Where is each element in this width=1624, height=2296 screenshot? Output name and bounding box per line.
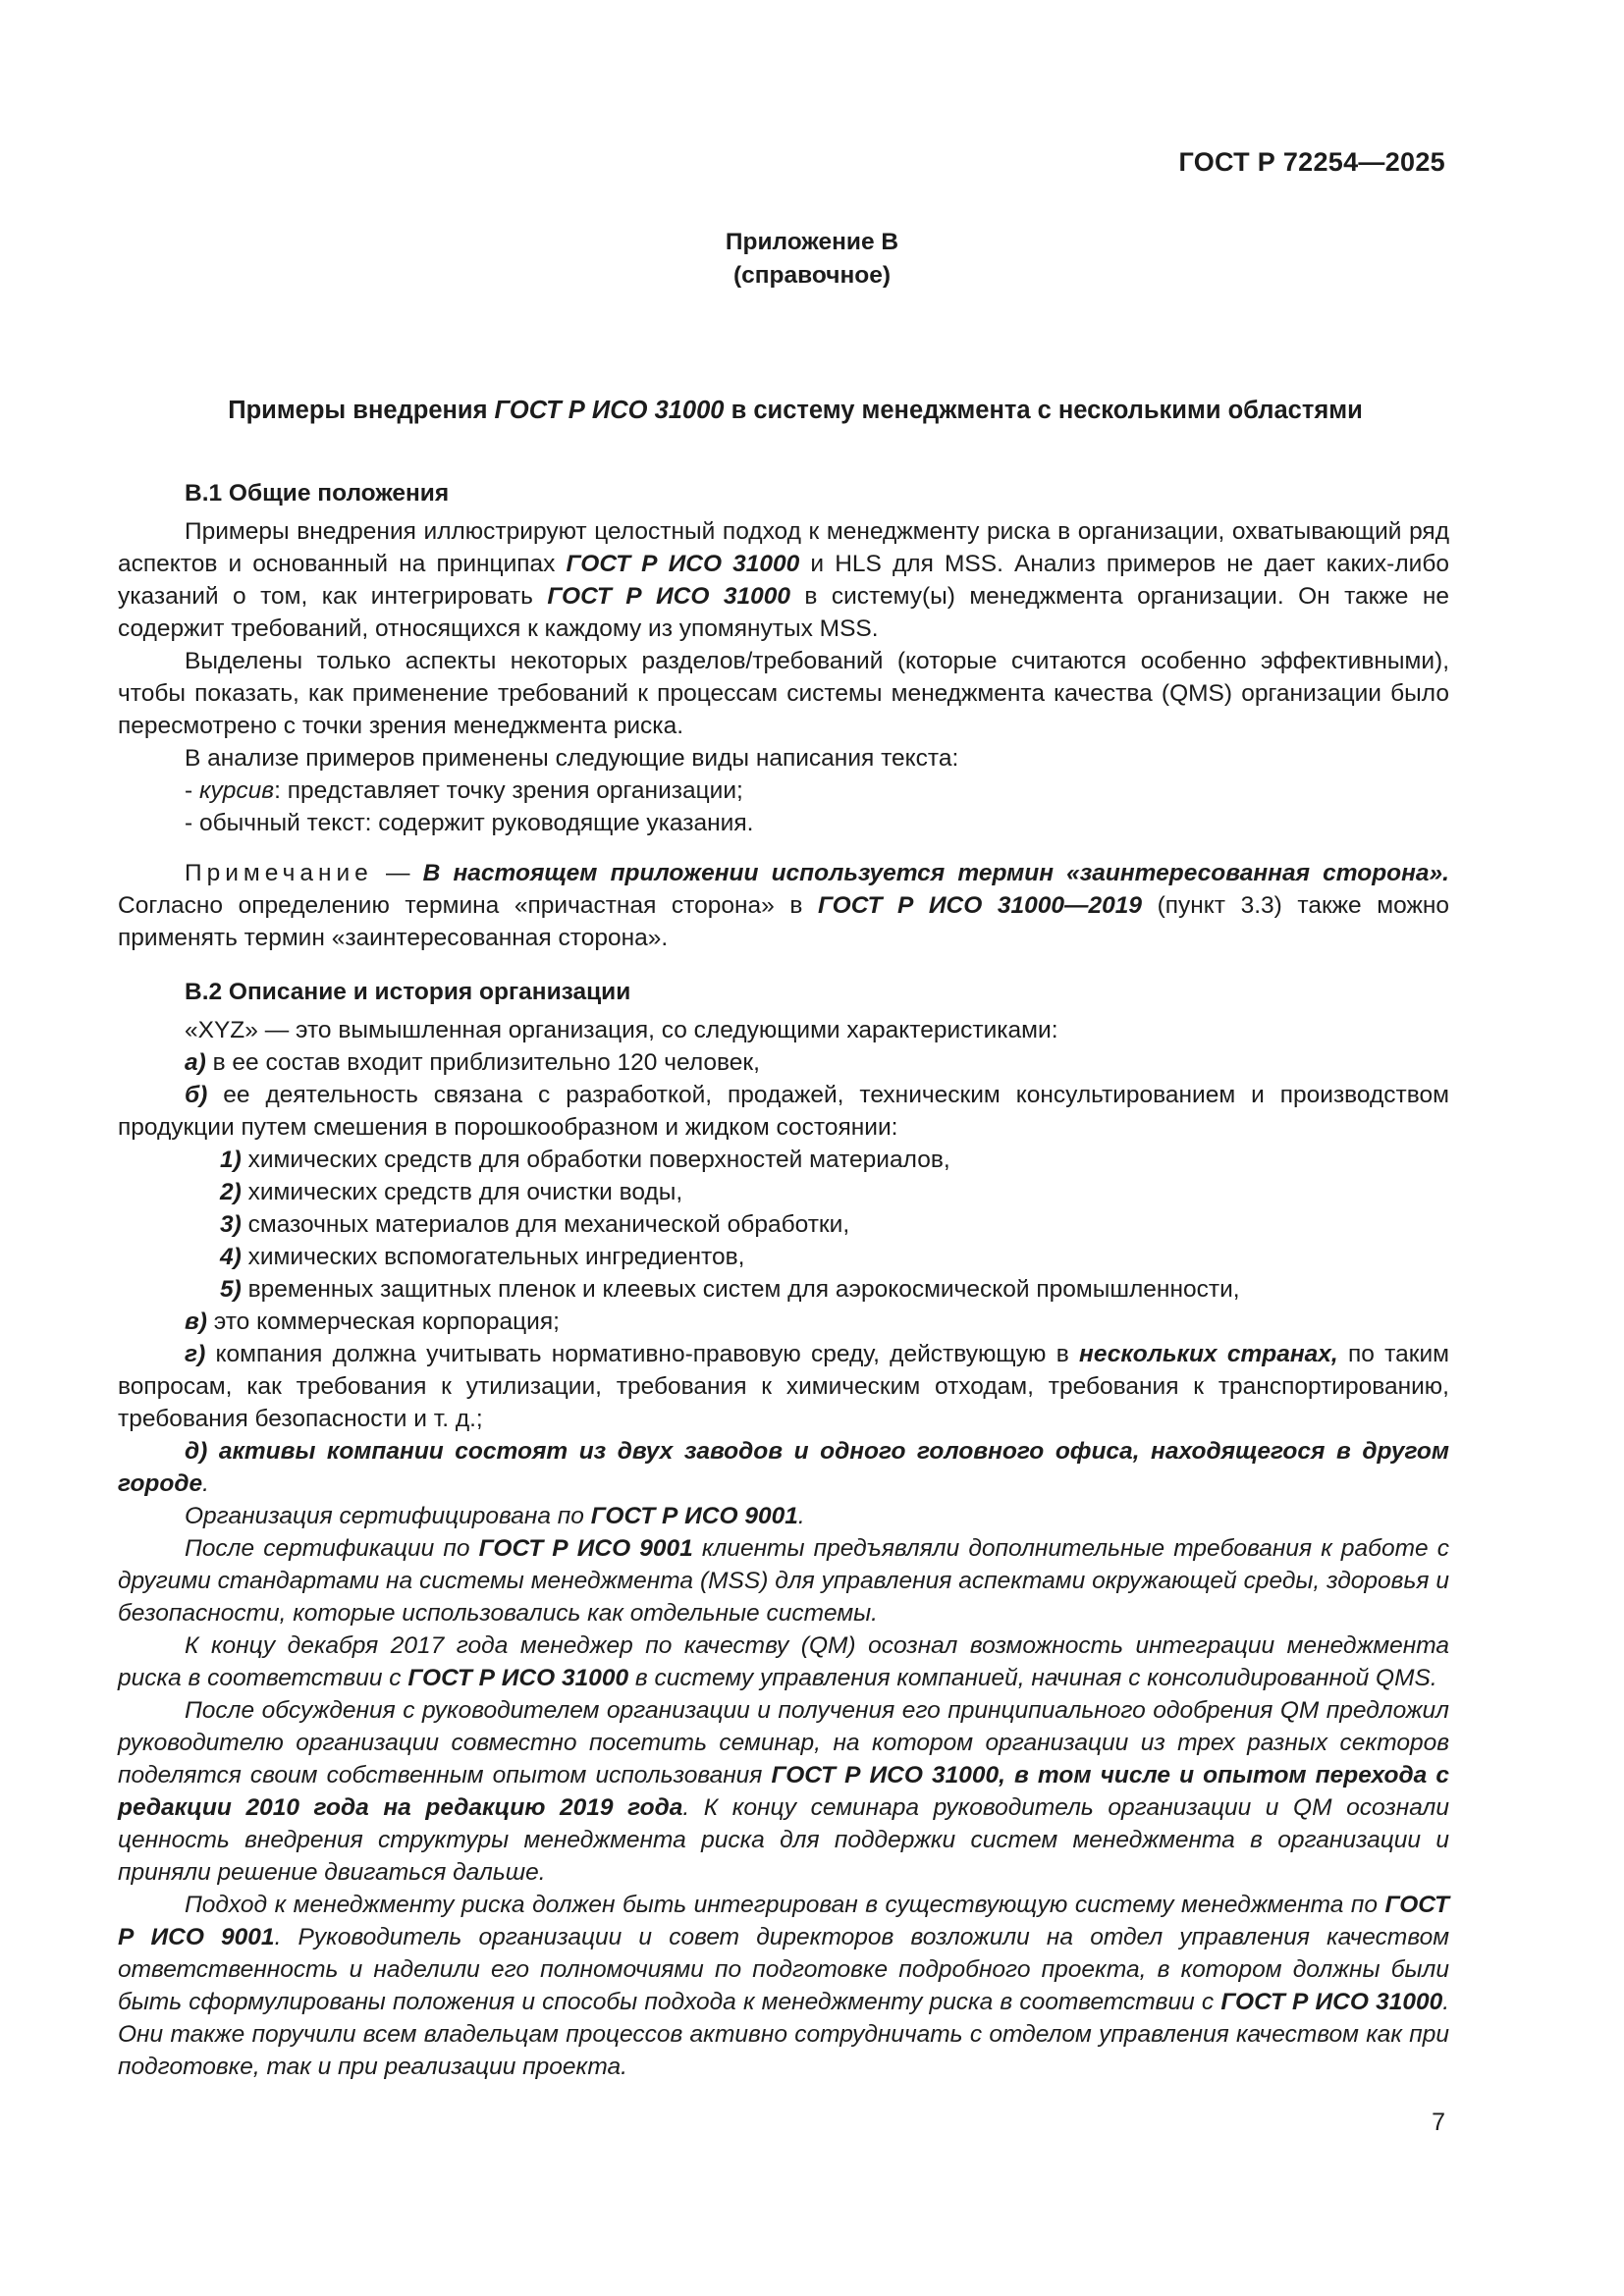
- document-id: ГОСТ Р 72254—2025: [1178, 147, 1445, 177]
- list-item: д) активы компании состоят из двух заводов и одного головного офиса, находящегося в другом городе.: [118, 1438, 1449, 1497]
- note: Примечание — В настоящем приложении используется термин «заинтересованная сторона». Согласно определению термина «причастная сторона» в ГОСТ Р ИСО 31000—2019 (пункт 3.3) также можно применять термин «заинтересованная сторона».: [118, 860, 1449, 951]
- paragraph: Организация сертифицирована по ГОСТ Р ИСО 9001.: [185, 1503, 805, 1529]
- paragraph: Выделены только аспекты некоторых разделов/требований (которые считаются особенно эффективными), чтобы показать, как применение требований к процессам системы менеджмента качества (QMS) организации было пересмотрено с точки зрения менеджмента риска.: [118, 648, 1449, 739]
- appendix-heading: [0, 226, 1624, 293]
- sublist-item: 5) временных защитных пленок и клеевых систем для аэрокосмической промышленности,: [220, 1276, 1240, 1303]
- list-item: - курсив: представляет точку зрения организации;: [185, 777, 743, 804]
- sublist-item: 3) смазочных материалов для механической обработки,: [220, 1211, 850, 1238]
- list-item: б) ее деятельность связана с разработкой, продажей, техническим консультированием и производством продукции путем смешения в порошкообразном и жидком состоянии:: [118, 1082, 1449, 1141]
- sublist-item: 1) химических средств для обработки поверхностей материалов,: [220, 1147, 950, 1173]
- sublist-item: 4) химических вспомогательных ингредиентов,: [220, 1244, 745, 1270]
- paragraph: «XYZ» — это вымышленная организация, со следующими характеристиками:: [185, 1017, 1058, 1043]
- appendix-main-title: Примеры внедрения ГОСТ Р ИСО 31000 в систему менеджмента с несколькими областями: [228, 397, 1363, 424]
- paragraph: После обсуждения с руководителем организации и получения его принципиального одобрения QM предложил руководителю организации совместно посетить семинар, на котором организации из трех разных секторов поделятся своим собственным опытом использования ГОСТ Р ИСО 31000, в том числе и опытом перехода с редакции 2010 года на редакцию 2019 года. К концу семинара руководитель организации и QM осознали ценность внедрения структуры менеджмента риска для поддержки систем менеджмента в организации и приняли решение двигаться дальше.: [118, 1697, 1449, 1886]
- document-body: [118, 477, 1449, 2083]
- paragraph: После сертификации по ГОСТ Р ИСО 9001 клиенты предъявляли дополнительные требования к работе с другими стандартами на системы менеджмента (MSS) для управления аспектами окружающей среды, здоровья и безопасности, которые использовались как отдельные системы.: [118, 1535, 1450, 1627]
- paragraph: Примеры внедрения иллюстрируют целостный подход к менеджменту риска в организации, охватывающий ряд аспектов и основанный на принципах ГОСТ Р ИСО 31000 и HLS для MSS. Анализ примеров не дает каких-либо указаний о том, как интегрировать ГОСТ Р ИСО 31000 в систему(ы) менеджмента организации. Он также не содержит требований, относящихся к каждому из упомянутых MSS.: [118, 518, 1450, 642]
- page-number: 7: [1432, 2109, 1445, 2136]
- section-heading-b1: В.1 Общие положения: [185, 480, 450, 507]
- list-item: а) в ее состав входит приблизительно 120 человек,: [185, 1049, 760, 1076]
- paragraph: К концу декабря 2017 года менеджер по качеству (QM) осознал возможность интеграции менеджмента риска в соответствии с ГОСТ Р ИСО 31000 в систему управления компанией, начиная с консолидированной QMS.: [118, 1632, 1449, 1691]
- section-heading-b2: В.2 Описание и история организации: [185, 979, 631, 1005]
- list-item: в) это коммерческая корпорация;: [185, 1308, 560, 1335]
- paragraph: Подход к менеджменту риска должен быть интегрирован в существующую систему менеджмента по ГОСТ Р ИСО 9001. Руководитель организации и совет директоров возложили на отдел управления качеством ответственность и наделили его полномочиями по подготовке подробного проекта, в котором должны были быть сформулированы положения и способы подхода к менеджменту риска в соответствии с ГОСТ Р ИСО 31000. Они также поручили всем владельцам процессов активно сотрудничать с отделом управления качеством как при подготовке, так и при реализации проекта.: [118, 1892, 1450, 2080]
- list-item: - обычный текст: содержит руководящие указания.: [185, 810, 754, 836]
- sublist-item: 2) химических средств для очистки воды,: [220, 1179, 683, 1205]
- list-item: г) компания должна учитывать нормативно-правовую среду, действующую в нескольких странах, по таким вопросам, как требования к утилизации, требования к химическим отходам, требования к транспортированию, требования безопасности и т. д.;: [118, 1341, 1449, 1432]
- appendix-subtitle: (справочное): [732, 262, 892, 289]
- appendix-title: Приложение В: [725, 229, 899, 255]
- paragraph: В анализе примеров применены следующие виды написания текста:: [185, 745, 959, 772]
